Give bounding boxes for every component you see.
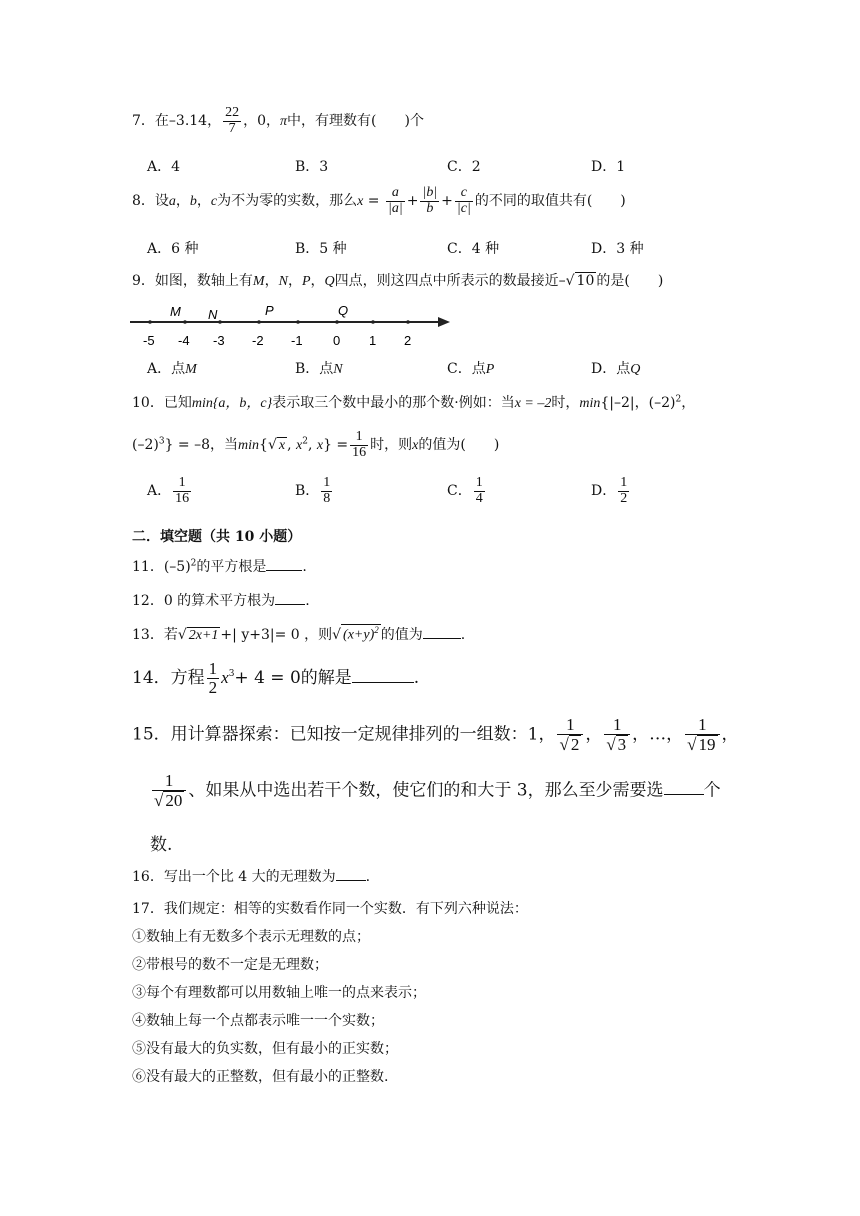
question-15-line-3: 数.: [150, 835, 173, 855]
tick-label: -4: [178, 333, 190, 348]
q10-line2c: 时，则: [370, 437, 413, 454]
question-8: 8．设a，b，c为不为零的实数，那么x = $\frac{a}{|a|}$ + $\frac{|b|}{b}$ + $\frac{c}{|c|}$ 的不同的取值共有( ): [132, 185, 626, 216]
tick-dot: [148, 320, 152, 324]
q9-option-a: A．点M: [147, 361, 197, 377]
q10-cond: x = –2: [514, 396, 552, 411]
tick-label: 2: [404, 333, 412, 348]
q10-line2b: } = –8，当: [164, 437, 239, 454]
q8-var-b: b: [189, 194, 197, 210]
q7-fraction-num: 22: [225, 105, 240, 120]
q9-option-d: D．点Q: [591, 361, 641, 377]
q7-number: 7．: [132, 113, 155, 130]
q9-text2: 四点，则这四点中所表示的数最接近: [334, 273, 559, 289]
q10-text3: 时，: [551, 395, 580, 411]
q10-expr: (–2): [132, 437, 159, 454]
question-11: 11．$(-5)^2$的平方根是 .: [132, 558, 307, 575]
q10-option-c: C． $\frac{1}{4}$: [447, 475, 483, 506]
tick-dot: [183, 320, 187, 324]
q7-value: –3.14: [168, 113, 208, 130]
q9-text: 如图，数轴上有: [154, 273, 253, 289]
q8-frac-b-den: b: [426, 200, 434, 216]
q10-number: 10．: [132, 395, 164, 411]
q8-number: 8．: [132, 193, 155, 210]
q10-min2: min: [579, 396, 601, 411]
tick-label: -1: [291, 333, 303, 348]
number-line: [128, 298, 458, 350]
q8-frac-c-den: |c|: [456, 200, 471, 216]
q9-option-c: C．点P: [447, 361, 495, 377]
q7-fraction: [223, 106, 241, 136]
q8-frac-c: [455, 186, 473, 216]
tick-label: 1: [369, 333, 377, 348]
section-title: 二．填空题（共 10 小题）: [132, 529, 302, 545]
tick-dot: [335, 320, 339, 324]
q7-option-c: C．2: [447, 159, 481, 175]
point-label-n: N: [208, 307, 218, 322]
q8-frac-a-num: a: [386, 186, 405, 202]
question-16: 16．写出一个比 4 大的无理数为 .: [132, 869, 371, 885]
q8-frac-b: [420, 186, 439, 216]
q7-sep: ，: [207, 113, 222, 130]
question-14: 14．方程 $\frac{1}{2}$ $x^3+ 4 = 0$的解是 .: [132, 659, 420, 697]
statement-5: ⑤没有最大的负实数，但有最小的正实数；: [132, 1041, 398, 1057]
q10-ex1: {|–2|，(–2): [600, 395, 676, 411]
q8-text: 为不为零的实数，那么: [217, 193, 358, 210]
q9-number: 9．: [132, 273, 155, 289]
answer-blank[interactable]: [664, 794, 704, 795]
tick-dot: [406, 320, 410, 324]
q7-tail: 中，有理数有( )个: [287, 113, 424, 130]
q10-text: 已知: [163, 395, 192, 411]
q8-frac-b-num: |b|: [422, 185, 438, 200]
number-line-figure: [128, 298, 458, 350]
q10-option-d: D． $\frac{1}{2}$: [591, 475, 628, 506]
question-12: 12．0 的算术平方根为 .: [132, 593, 310, 609]
q8-var-c: c: [210, 194, 218, 210]
statement-3: ③每个有理数都可以用数轴上唯一的点来表示；: [132, 985, 426, 1001]
q8-comma: ，: [196, 193, 211, 210]
q9-root: 10: [576, 273, 595, 289]
q7-option-a: A．4: [147, 159, 181, 175]
q10-text2: 表示取三个数中最小的那个数·例如：当: [272, 395, 515, 411]
answer-blank[interactable]: [266, 570, 302, 571]
statement-2: ②带根号的数不一定是无理数；: [132, 957, 328, 973]
tick-dot: [218, 320, 222, 324]
answer-blank[interactable]: [352, 682, 414, 683]
tick-label: -2: [252, 333, 264, 348]
q8-var-x: x: [357, 194, 364, 210]
q9-p: P: [301, 274, 311, 289]
q10-tail: 的值为( ): [418, 437, 500, 454]
q9-q: Q: [324, 274, 335, 289]
q9-m: M: [252, 274, 265, 289]
q7-pi: π: [280, 114, 288, 130]
point-label-m: M: [170, 304, 181, 319]
q10-option-b: B． $\frac{1}{8}$: [295, 475, 331, 506]
q7-text: 在: [154, 113, 169, 130]
q8-tail: 的不同的取值共有( ): [474, 193, 626, 210]
tick-label: -5: [143, 333, 155, 348]
q8-option-d: D．3 种: [591, 241, 644, 257]
question-10: 10．已知min{a，b，c}表示取三个数中最小的那个数·例如：当x = –2时，min{|–2|，$(-2)^2$，: [132, 394, 696, 411]
q8-equals: =: [363, 193, 384, 210]
point-label-q: Q: [338, 303, 349, 318]
q10-option-a: A． $\frac{1}{16}$: [147, 475, 190, 506]
question-17: 17．我们规定：相等的实数看作同一个实数．有下列六种说法：: [132, 901, 528, 917]
statement-1: ①数轴上有无数多个表示无理数的点；: [132, 929, 370, 945]
answer-blank[interactable]: [423, 638, 461, 639]
axis-arrow: [438, 317, 450, 327]
q7-option-d: D．1: [591, 159, 626, 175]
q9-tail: 的是( ): [596, 273, 664, 289]
question-13: 13．若√ 2x+1 +| y+3|= 0 ，则√ $(x+y)^2$ 的值为 .: [132, 625, 466, 643]
tick-dot: [371, 320, 375, 324]
q8-comma: ，: [175, 193, 190, 210]
q8-option-b: B．5 种: [295, 241, 347, 257]
question-15-line-2: $\frac{1}{√ 20}$ 、如果从中选出若干个数，使它们的和大于 3，那么至少需要选 个: [154, 771, 721, 810]
tick-dot: [257, 320, 261, 324]
q7-option-b: B．3: [295, 159, 329, 175]
q7-mid: ，0，: [243, 113, 281, 130]
q8-pre: 设: [154, 193, 169, 210]
q8-frac-a-den: |a|: [388, 200, 403, 216]
q8-frac-a: [386, 186, 405, 216]
q10-min: min: [191, 396, 213, 411]
q8-option-a: A．6 种: [147, 241, 199, 257]
answer-blank[interactable]: [336, 880, 366, 881]
q8-var-a: a: [168, 194, 176, 210]
question-15: 15．用计算器探索：已知按一定规律排列的一组数：1， $\frac{1}{√ 2}$ ， $\frac{1}{√ 3}$ ，…， $\frac{1}{√ 19}$ ，: [132, 715, 739, 754]
q8-frac-c-num: c: [455, 186, 473, 202]
tick-label: -3: [213, 333, 225, 348]
question-10-line-2: $(-2)^3\} = -8$，当min{√ x , $x^2$, x} = $\frac{1}{16}$ 时，则x的值为( ): [132, 429, 500, 460]
q10-min3: min: [238, 438, 260, 454]
statement-4: ④数轴上每一个点都表示唯一一个实数；: [132, 1013, 384, 1029]
q8-option-c: C．4 种: [447, 241, 500, 257]
q10-ex2: ，: [681, 395, 696, 411]
tick-dot: [296, 320, 300, 324]
tick-label: 0: [333, 333, 341, 348]
q7-fraction-den: 7: [228, 120, 236, 136]
statement-6: ⑥没有最大的正整数，但有最小的正整数.: [132, 1069, 389, 1085]
q10-set: {a，b，c}: [212, 396, 273, 411]
answer-blank[interactable]: [275, 604, 305, 605]
question-7: [132, 106, 424, 136]
q9-n: N: [278, 274, 288, 289]
q10-frac: $\frac{1}{16}$: [352, 429, 367, 460]
point-label-p: P: [265, 303, 274, 318]
question-9: 9．如图，数轴上有M，N，P，Q四点，则这四点中所表示的数最接近–√ 10 的是( ): [132, 273, 664, 289]
q9-option-b: B．点N: [295, 361, 343, 377]
